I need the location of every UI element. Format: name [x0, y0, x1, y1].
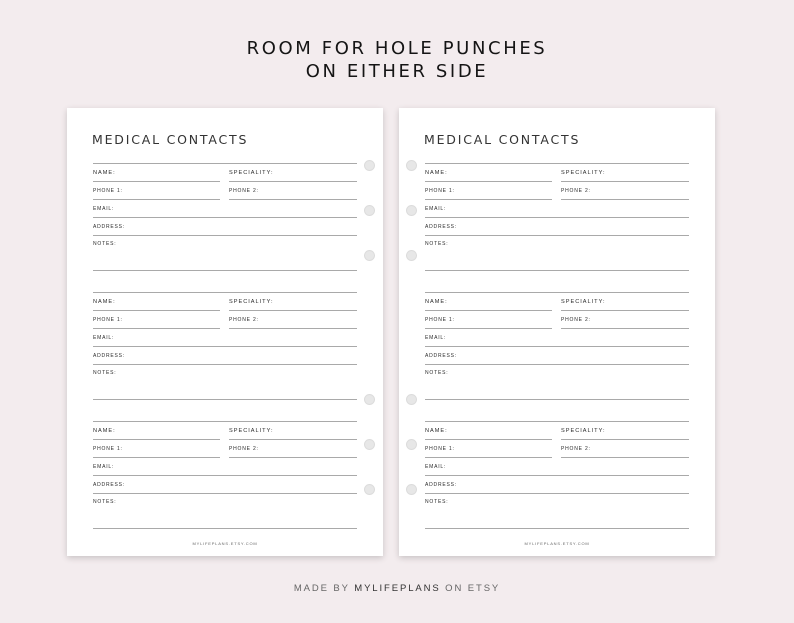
headline-line-1: ROOM FOR HOLE PUNCHES [246, 38, 548, 59]
speciality-label: SPECIALITY: [229, 170, 274, 176]
page-footer-url: MYLIFEPLANS.ETSY.COM [524, 541, 590, 546]
email-line [425, 346, 689, 347]
address-label: ADDRESS: [425, 482, 457, 488]
address-label: ADDRESS: [425, 224, 457, 230]
name-label: NAME: [93, 170, 116, 176]
speciality-line [561, 181, 689, 182]
hole-punch-icon [406, 439, 417, 450]
hole-punch-icon [364, 394, 375, 405]
address-line [93, 493, 357, 494]
name-line [93, 310, 220, 311]
notes-label: NOTES: [93, 370, 117, 376]
made-by-suffix: ON ETSY [445, 583, 501, 594]
email-line [93, 475, 357, 476]
hole-punch-icon [406, 394, 417, 405]
phone-2-label: PHONE 2: [229, 317, 259, 323]
name-label: NAME: [425, 428, 448, 434]
speciality-label: SPECIALITY: [229, 428, 274, 434]
made-by-credit [0, 583, 794, 594]
phone-1-label: PHONE 1: [93, 317, 123, 323]
phone-1-line [93, 328, 220, 329]
divider-line [93, 292, 357, 293]
name-line [93, 181, 220, 182]
speciality-line [229, 439, 357, 440]
email-label: EMAIL: [93, 335, 115, 341]
name-label: NAME: [425, 299, 448, 305]
address-line [425, 235, 689, 236]
speciality-label: SPECIALITY: [229, 299, 274, 305]
notes-label: NOTES: [425, 499, 449, 505]
phone-2-line [229, 457, 357, 458]
name-label: NAME: [425, 170, 448, 176]
phone-1-label: PHONE 1: [425, 446, 455, 452]
notes-line [93, 399, 357, 400]
hole-punch-icon [364, 250, 375, 261]
phone-1-label: PHONE 1: [425, 317, 455, 323]
phone-2-label: PHONE 2: [561, 446, 591, 452]
phone-2-line [561, 328, 689, 329]
phone-2-line [561, 457, 689, 458]
address-line [425, 493, 689, 494]
address-line [93, 235, 357, 236]
page-title: MEDICAL CONTACTS [424, 132, 581, 147]
name-label: NAME: [93, 299, 116, 305]
address-label: ADDRESS: [93, 353, 125, 359]
page-footer-url: MYLIFEPLANS.ETSY.COM [192, 541, 258, 546]
hole-punch-icon [364, 160, 375, 171]
phone-1-label: PHONE 1: [93, 446, 123, 452]
speciality-line [229, 310, 357, 311]
email-line [425, 475, 689, 476]
phone-1-label: PHONE 1: [425, 188, 455, 194]
planner-page-right [399, 108, 715, 556]
divider-line [425, 421, 689, 422]
hole-punch-icon [406, 160, 417, 171]
name-line [93, 439, 220, 440]
divider-line [425, 163, 689, 164]
phone-2-label: PHONE 2: [229, 446, 259, 452]
phone-1-line [425, 328, 552, 329]
address-label: ADDRESS: [93, 224, 125, 230]
hole-punch-icon [406, 205, 417, 216]
phone-1-label: PHONE 1: [93, 188, 123, 194]
notes-label: NOTES: [425, 370, 449, 376]
notes-line [425, 270, 689, 271]
notes-label: NOTES: [93, 241, 117, 247]
speciality-label: SPECIALITY: [561, 170, 606, 176]
email-label: EMAIL: [425, 335, 447, 341]
hole-punch-icon [406, 484, 417, 495]
phone-1-line [425, 199, 552, 200]
hole-punch-icon [364, 484, 375, 495]
divider-line [425, 292, 689, 293]
email-line [93, 217, 357, 218]
speciality-line [561, 310, 689, 311]
speciality-label: SPECIALITY: [561, 299, 606, 305]
email-line [425, 217, 689, 218]
phone-2-line [561, 199, 689, 200]
phone-2-line [229, 199, 357, 200]
address-line [93, 364, 357, 365]
phone-2-label: PHONE 2: [229, 188, 259, 194]
phone-1-line [425, 457, 552, 458]
name-line [425, 439, 552, 440]
phone-1-line [93, 457, 220, 458]
phone-2-label: PHONE 2: [561, 317, 591, 323]
name-line [425, 181, 552, 182]
headline-line-2: ON EITHER SIDE [305, 61, 489, 82]
made-by-prefix: MADE BY [293, 583, 350, 594]
name-line [425, 310, 552, 311]
email-label: EMAIL: [425, 464, 447, 470]
notes-label: NOTES: [425, 241, 449, 247]
divider-line [93, 163, 357, 164]
notes-line [93, 270, 357, 271]
address-line [425, 364, 689, 365]
hole-punch-icon [406, 250, 417, 261]
hole-punch-icon [364, 205, 375, 216]
page-title: MEDICAL CONTACTS [92, 132, 249, 147]
notes-line [425, 528, 689, 529]
address-label: ADDRESS: [425, 353, 457, 359]
phone-1-line [93, 199, 220, 200]
name-label: NAME: [93, 428, 116, 434]
email-label: EMAIL: [93, 464, 115, 470]
speciality-label: SPECIALITY: [561, 428, 606, 434]
speciality-line [561, 439, 689, 440]
hole-punch-icon [364, 439, 375, 450]
speciality-line [229, 181, 357, 182]
email-label: EMAIL: [93, 206, 115, 212]
planner-page-left [67, 108, 383, 556]
divider-line [93, 421, 357, 422]
email-line [93, 346, 357, 347]
phone-2-line [229, 328, 357, 329]
email-label: EMAIL: [425, 206, 447, 212]
shop-name: MYLIFEPLANS [354, 583, 441, 594]
address-label: ADDRESS: [93, 482, 125, 488]
notes-label: NOTES: [93, 499, 117, 505]
phone-2-label: PHONE 2: [561, 188, 591, 194]
notes-line [425, 399, 689, 400]
notes-line [93, 528, 357, 529]
